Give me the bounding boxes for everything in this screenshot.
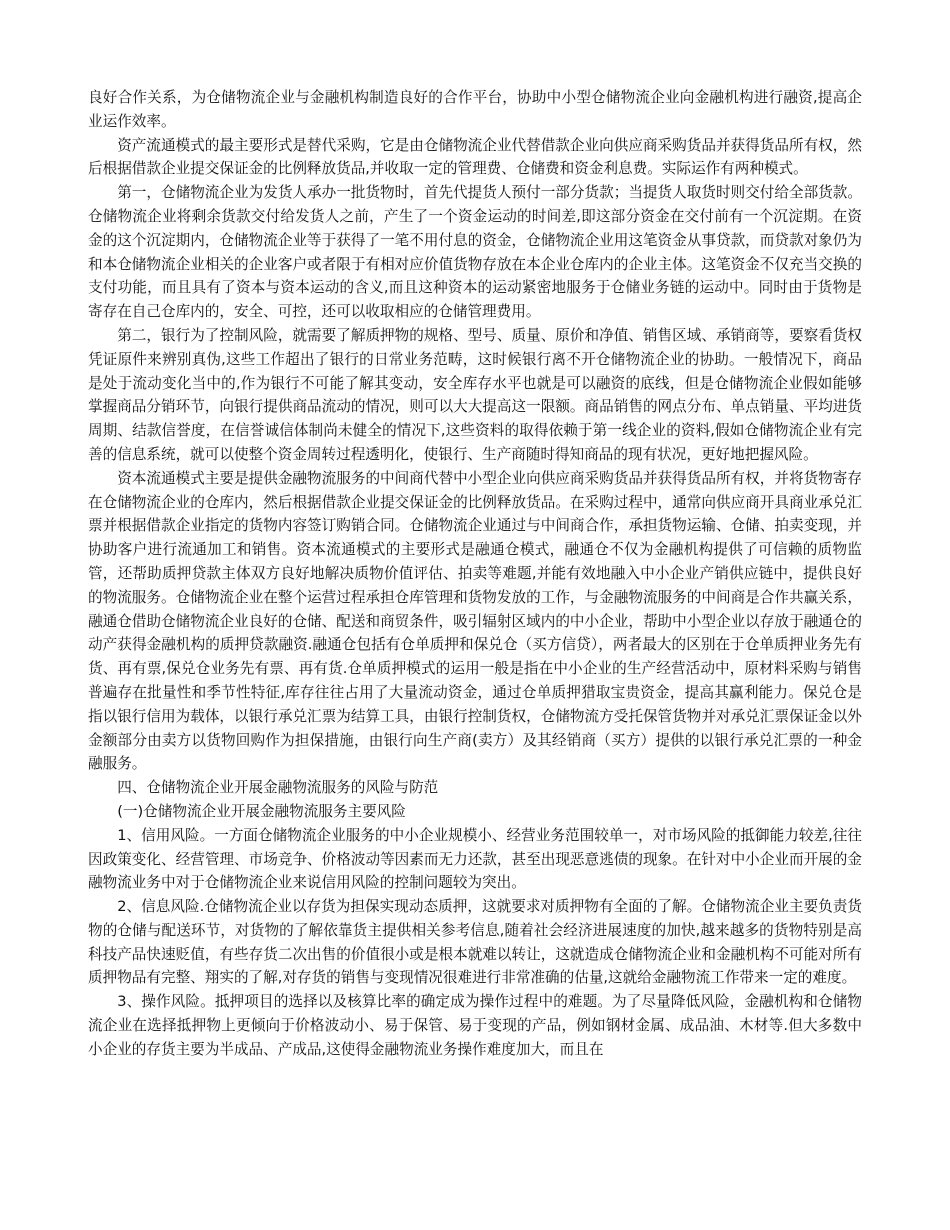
paragraph-operation-risk: 3、操作风险。抵押项目的选择以及核算比率的确定成为操作过程中的难题。为了尽量降低风险，金融机构和仓储物流企业在选择抵押物上更倾向于价格波动小、易于保管、易于变现的产品，例如钢材金属、成品油、木材等.但大多数中小企业的存货主要为半成品、产成品,这使得金融物流业务操作难度加大，而且在 <box>88 993 862 1058</box>
paragraph-first-mode: 第一，仓储物流企业为发货人承办一批货物时，首先代提货人预付一部分货款；当提货人取货时则交付给全部货款。仓储物流企业将剩余货款交付给发货人之前，产生了一个资金运动的时间差,即这部分资金在交付前有一个沉淀期。在资金的这个沉淀期内，仓储物流企业等于获得了一笔不用付息的资金，仓储物流企业用这笔资金从事贷款，而贷款对象仍为和本仓储物流企业相关的企业客户或者限于有相对应价值货物存放在本企业仓库内的企业主体。这笔资金不仅充当交换的支付功能，而且具有了资本与资本运动的含义,而且这种资本的运动紧密地服务于仓储业务链的运动中。同时由于货物是寄存在自己仓库内的，安全、可控，还可以收取相应的仓储管理费用。 <box>88 184 862 321</box>
paragraph-asset-circulation-mode: 资产流通模式的最主要形式是替代采购，它是由仓储物流企业代替借款企业向供应商采购货品并获得货品所有权，然后根据借款企业提交保证金的比例释放货品,并收取一定的管理费、仓储费和资金利息费。实际运作有两种模式。 <box>88 136 862 178</box>
paragraph-second-mode: 第二，银行为了控制风险，就需要了解质押物的规格、型号、质量、原价和净值、销售区域、承销商等，要察看货权凭证原件来辨别真伪,这些工作超出了银行的日常业务范畴，这时候银行离不开仓储物流企业的协助。一般情况下，商品是处于流动变化当中的,作为银行不可能了解其变动，安全库存水平也就是可以融资的底线，但是仓储物流企业假如能够掌握商品分销环节，向银行提供商品流动的情况，则可以大大提高这一限额。商品销售的网点分布、单点销量、平均进货周期、结款信誉度，在信誉诚信体制尚未健全的情况下,这些资料的取得依赖于第一线企业的资料,假如仓储物流企业有完善的信息系统，就可以使整个资金周转过程透明化，使银行、生产商随时得知商品的现有状况，更好地把握风险。 <box>88 326 862 463</box>
paragraph-credit-risk: 1、信用风险。一方面仓储物流企业服务的中小企业规模小、经营业务范围较单一，对市场风险的抵御能力较差,往往因政策变化、经营管理、市场竞争、价格波动等因素而无力还款，甚至出现恶意逃债的现象。在针对中小企业而开展的金融物流业务中对于仓储物流企业来说信用风险的控制问题较为突出。 <box>88 826 862 892</box>
paragraph-information-risk: 2、信息风险.仓储物流企业以存货为担保实现动态质押，这就要求对质押物有全面的了解。仓储物流企业主要负责货物的仓储与配送环节，对货物的了解依靠货主提供相关参考信息,随着社会经济进展速度的加快,越来越多的货物特别是高科技产品快速贬值，有些存货二次出售的价值很小或是根本就难以转让，这就造成仓储物流企业和金融机构不可能对所有质押物品有完整、翔实的了解,对存货的销售与变现情况很难进行非常准确的估量,这就给金融物流工作带来一定的难度。 <box>88 898 862 987</box>
section-heading-risks: 四、仓储物流企业开展金融物流服务的风险与防范 <box>117 779 439 797</box>
paragraph-capital-circulation-mode: 资本流通模式主要是提供金融物流服务的中间商代替中小型企业向供应商采购货品并获得货品所有权，并将货物寄存在仓储物流企业的仓库内，然后根据借款企业提交保证金的比例释放货品。在采购过程中，通常向供应商开具商业承兑汇票并根据借款企业指定的货物内容签订购销合同。仓储物流企业通过与中间商合作，承担货物运输、仓储、拍卖变现，并协助客户进行流通加工和销售。资本流通模式的主要形式是融通仓模式，融通仓不仅为金融机构提供了可信赖的质物监管，还帮助质押贷款主体双方良好地解决质物价值评估、拍卖等难题,并能有效地融入中小企业产销供应链中，提供良好的物流服务。仓储物流企业在整个运营过程承担仓库管理和货物发放的工作，与金融物流服务的中间商是合作共赢关系，融通仓借助仓储物流企业良好的仓储、配送和商贸条件，吸引辐射区域内的中小企业，帮助中小型企业以存放于融通仓的动产获得金融机构的质押贷款融资.融通仓包括有仓单质押和保兑仓（买方信贷），两者最大的区别在于仓单质押业务先有货、再有票,保兑仓业务先有票、再有货.仓单质押模式的运用一般是指在中小企业的生产经营活动中，原材料采购与销售普遍存在批量性和季节性特征,库存往往占用了大量流动资金，通过仓单质押猎取宝贵资金，提高其赢利能力。保兑仓是指以银行信用为载体，以银行承兑汇票为结算工具，由银行控制货权，仓储物流方受托保管货物并对承兑汇票保证金以外金额部分由卖方以货物回购作为担保措施，由银行向生产商(卖方）及其经销商（买方）提供的以银行承兑汇票的一种金融服务。 <box>88 469 862 773</box>
paragraph-continuation: 良好合作关系，为仓储物流企业与金融机构制造良好的合作平台，协助中小型仓储物流企业向金融机构进行融资,提高企业运作效率。 <box>88 89 862 130</box>
subsection-heading-main-risks: (一)仓储物流企业开展金融物流服务主要风险 <box>117 802 406 820</box>
